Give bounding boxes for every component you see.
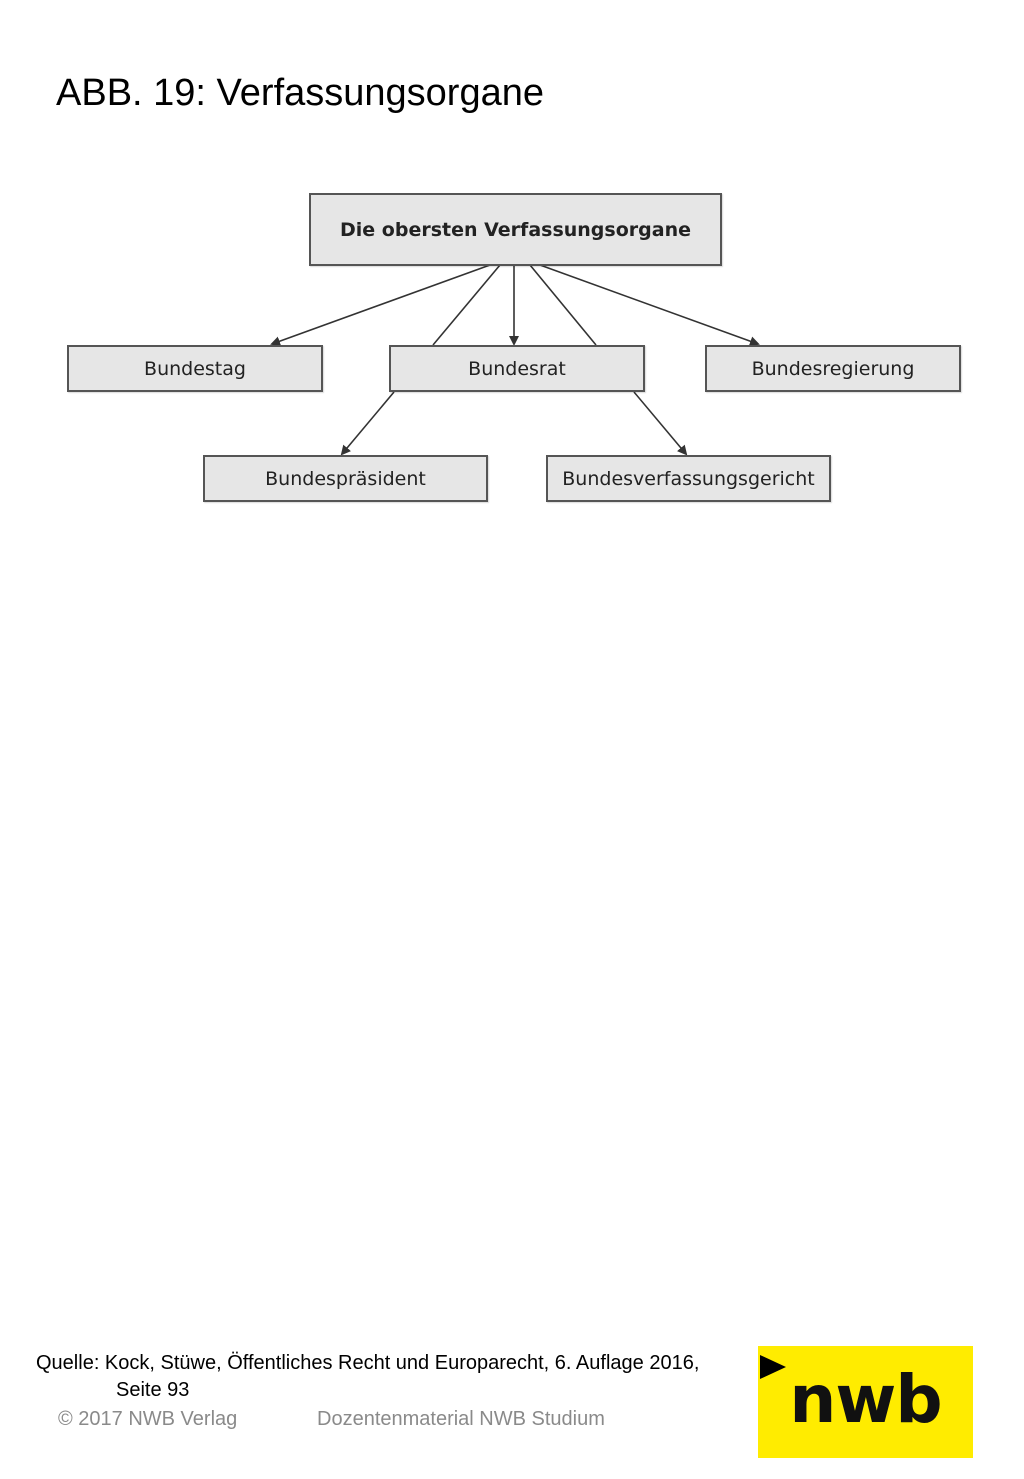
source-line-2: Seite 93 xyxy=(116,1379,190,1401)
page-title: ABB. 19: Verfassungsorgane xyxy=(56,72,544,114)
source-citation xyxy=(36,1350,699,1404)
connector-root-bundespraesident-a xyxy=(433,265,500,345)
connector-root-bverfg-a xyxy=(530,265,596,345)
play-icon[interactable] xyxy=(760,1355,786,1379)
nwb-logo-text: nwb xyxy=(789,1360,942,1438)
footer-copyright: © 2017 NWB Verlag xyxy=(58,1408,238,1430)
connector-root-bundespraesident-b xyxy=(342,392,394,454)
nwb-logo xyxy=(758,1346,973,1458)
connector-root-bundestag xyxy=(272,265,490,344)
node-bundespraesident: Bundespräsident xyxy=(203,455,488,502)
node-bundesrat: Bundesrat xyxy=(389,345,645,392)
footer-material: Dozentenmaterial NWB Studium xyxy=(317,1408,605,1430)
source-line-1: Quelle: Kock, Stüwe, Öffentliches Recht und Europarecht, 6. Auflage 2016, xyxy=(36,1352,700,1374)
node-bundesregierung: Bundesregierung xyxy=(705,345,961,392)
connector-root-bundesregierung xyxy=(540,265,758,344)
node-bundestag: Bundestag xyxy=(67,345,323,392)
node-root: Die obersten Verfassungsorgane xyxy=(309,193,722,266)
node-bundesverfassungsgericht: Bundesverfassungsgericht xyxy=(546,455,831,502)
connector-root-bverfg-b xyxy=(634,392,686,454)
